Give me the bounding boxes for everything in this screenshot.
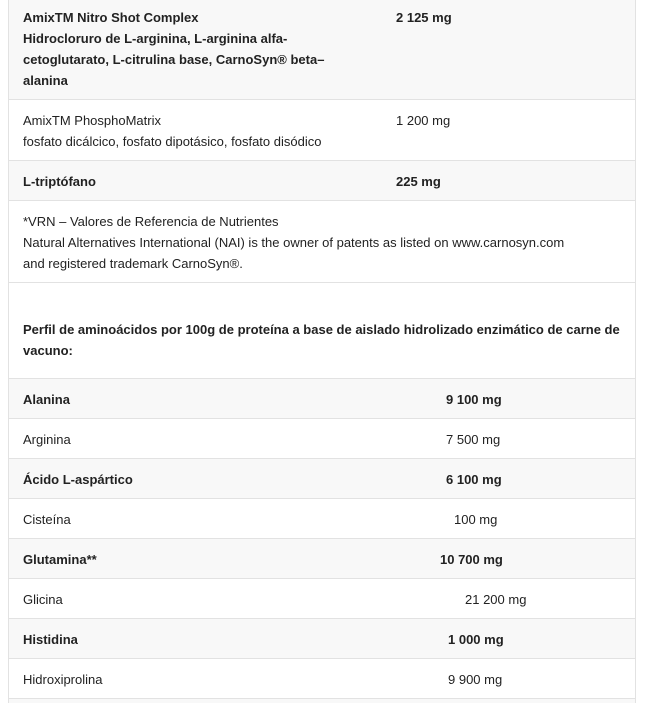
amino-name: Histidina <box>23 632 78 647</box>
footnote-block <box>9 201 635 283</box>
amino-value: 21 200 mg <box>465 592 527 607</box>
footnote-line: Natural Alternatives International (NAI) is the owner of patents as listed on www.carnosyn.com <box>23 235 565 250</box>
table-row <box>9 499 635 539</box>
amino-name: Arginina <box>23 432 71 447</box>
amino-value: 9 100 mg <box>446 392 502 407</box>
table-row <box>9 161 635 201</box>
ingredient-description: fosfato dicálcico, fosfato dipotásico, fosfato disódico <box>23 134 322 149</box>
table-row-partial <box>9 699 635 703</box>
amino-value: 1 000 mg <box>448 632 504 647</box>
ingredient-title: AmixTM Nitro Shot Complex <box>23 10 199 25</box>
ingredient-title: AmixTM PhosphoMatrix <box>23 113 161 128</box>
table-row <box>9 100 635 161</box>
amino-name: Glutamina** <box>23 552 97 567</box>
amino-value: 6 100 mg <box>446 472 502 487</box>
amino-heading-row <box>9 283 635 379</box>
amino-value: 100 mg <box>454 512 498 527</box>
table-row <box>9 659 635 699</box>
section-heading: Perfil de aminoácidos por 100g de proteína a base de aislado hidrolizado enzimático de carne de vacuno: <box>23 322 620 358</box>
ingredient-value: 225 mg <box>396 174 441 189</box>
ingredient-name <box>23 7 353 91</box>
amino-value: 9 900 mg <box>448 672 503 687</box>
ingredient-name: L-triptófano <box>23 174 96 189</box>
amino-name: Cisteína <box>23 512 71 527</box>
footnote-line: and registered trademark CarnoSyn®. <box>23 256 243 271</box>
table-row <box>9 619 635 659</box>
table-row <box>9 459 635 499</box>
amino-name: Hidroxiprolina <box>23 672 103 687</box>
table-row <box>9 539 635 579</box>
ingredient-description: Hidrocloruro de L-arginina, L-arginina alfa- cetoglutarato, L-citrulina base, CarnoSyn® beta– alanina <box>23 31 325 88</box>
footnote-line: *VRN – Valores de Referencia de Nutrientes <box>23 214 279 229</box>
amino-value: 10 700 mg <box>440 552 503 567</box>
table-row <box>9 0 635 100</box>
table-row <box>9 579 635 619</box>
amino-name: Ácido L-aspártico <box>23 472 133 487</box>
amino-name: Alanina <box>23 392 70 407</box>
ingredient-value: 2 125 mg <box>396 10 452 25</box>
amino-value: 7 500 mg <box>446 432 501 447</box>
table-row <box>9 419 635 459</box>
amino-name: Glicina <box>23 592 63 607</box>
ingredient-value: 1 200 mg <box>396 113 451 128</box>
table-row <box>9 379 635 419</box>
ingredient-name <box>23 110 383 152</box>
nutrition-table <box>8 0 636 703</box>
